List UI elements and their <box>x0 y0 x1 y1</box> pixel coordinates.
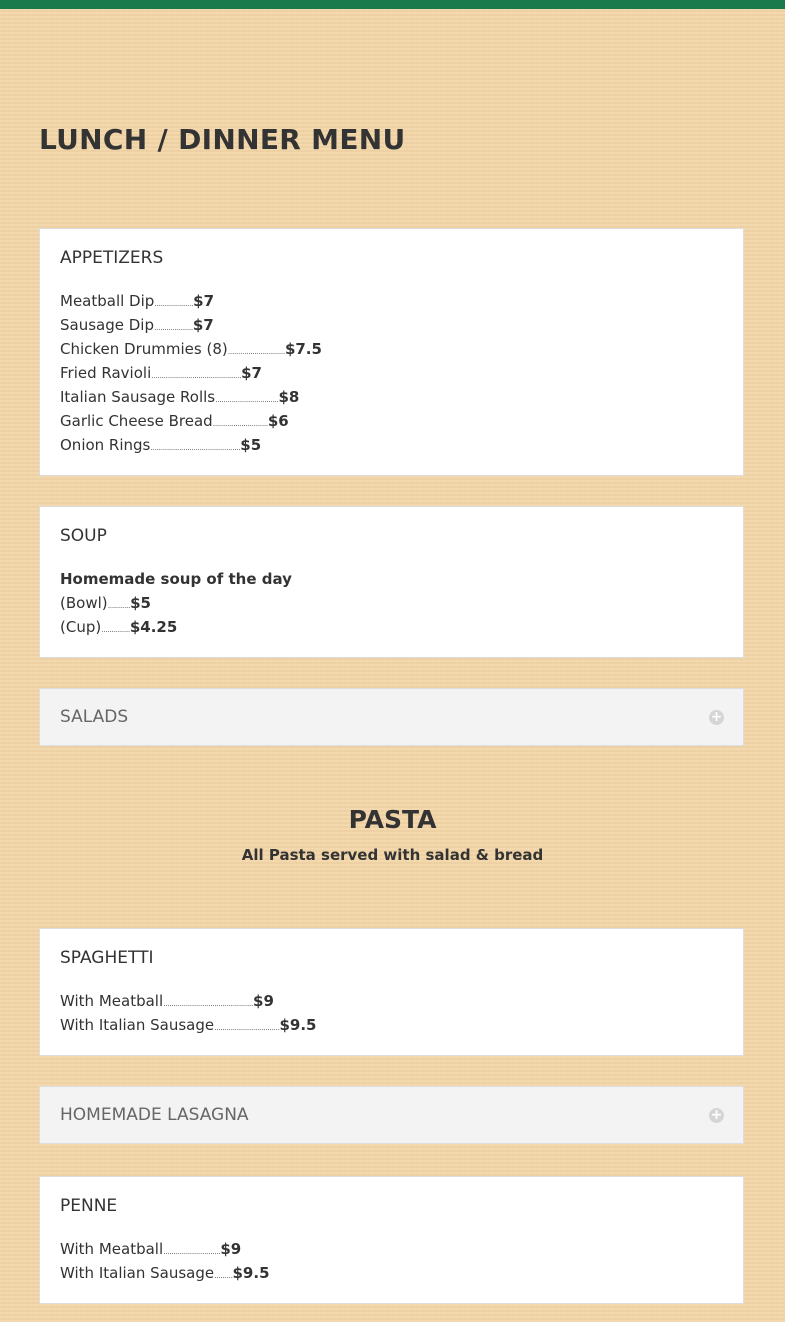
item-price: $7 <box>193 292 215 310</box>
item-price: $4.25 <box>129 618 178 636</box>
menu-item <box>60 591 723 615</box>
leader-dots: ................................ <box>214 1023 280 1032</box>
leader-dots: ............................ <box>227 347 285 356</box>
item-price: $7 <box>192 316 214 334</box>
item-price: $9 <box>220 1240 242 1258</box>
menu-item <box>60 615 723 639</box>
item-price: $7.5 <box>284 340 322 358</box>
menu-item <box>60 1013 723 1037</box>
leader-dots: ............................................ <box>163 999 254 1008</box>
item-price: $6 <box>267 412 289 430</box>
menu-item <box>60 409 723 433</box>
item-price: $5 <box>240 436 262 454</box>
item-name: (Cup) <box>60 618 102 636</box>
item-name: Chicken Drummies (8) <box>60 340 228 358</box>
lasagna-toggle[interactable] <box>39 1086 744 1144</box>
leader-dots: ................... <box>153 323 193 332</box>
menu-item <box>60 385 723 409</box>
penne-title: PENNE <box>60 1196 118 1216</box>
plus-circle-icon: + <box>710 709 723 725</box>
leader-dots: ................... <box>154 299 194 308</box>
spaghetti-panel <box>39 928 744 1056</box>
item-name: Sausage Dip <box>60 316 154 334</box>
item-price: $9.5 <box>232 1264 270 1282</box>
spaghetti-title: SPAGHETTI <box>60 948 154 968</box>
soup-title: SOUP <box>60 526 107 546</box>
penne-panel <box>39 1176 744 1304</box>
item-name: Garlic Cheese Bread <box>60 412 213 430</box>
item-name: With Meatball <box>60 992 164 1010</box>
item-price: $5 <box>130 594 151 612</box>
item-price: $7 <box>241 364 262 382</box>
item-name: Meatball Dip <box>60 292 155 310</box>
item-name: Fried Ravioli <box>60 364 152 382</box>
soup-heading: Homemade soup of the day <box>60 570 292 588</box>
menu-item <box>60 361 723 385</box>
leader-dots: ............................... <box>215 395 279 404</box>
menu-item <box>60 433 723 457</box>
item-price: $9 <box>253 992 274 1010</box>
item-name: With Italian Sausage <box>60 1264 215 1282</box>
lasagna-title: HOMEMADE LASAGNA <box>60 1105 249 1125</box>
leader-dots: ........................... <box>212 419 268 428</box>
menu-item <box>60 989 723 1013</box>
item-name: Onion Rings <box>60 436 151 454</box>
pasta-section-title: PASTA <box>348 805 437 834</box>
item-price: $8 <box>278 388 300 406</box>
appetizers-panel <box>39 228 744 476</box>
item-name: With Italian Sausage <box>60 1016 215 1034</box>
item-price: $9.5 <box>279 1016 317 1034</box>
item-name: (Bowl) <box>60 594 108 612</box>
item-name: With Meatball <box>60 1240 164 1258</box>
leader-dots: ........... <box>107 601 131 610</box>
page-title: LUNCH / DINNER MENU <box>39 123 406 156</box>
leader-dots: .............. <box>101 625 130 634</box>
menu-item <box>60 1261 723 1285</box>
plus-circle-icon: + <box>710 1107 723 1123</box>
pasta-section-subtitle: All Pasta served with salad & bread <box>241 846 544 864</box>
soup-panel <box>39 506 744 658</box>
menu-item <box>60 289 723 313</box>
top-accent-bar <box>0 0 785 9</box>
menu-item <box>60 337 723 361</box>
appetizers-title: APPETIZERS <box>60 248 164 268</box>
leader-dots: ............................................ <box>150 443 241 452</box>
salads-toggle[interactable] <box>39 688 744 746</box>
leader-dots: ............................ <box>163 1247 221 1256</box>
leader-dots: ......... <box>214 1271 233 1280</box>
salads-title: SALADS <box>60 707 129 727</box>
menu-item <box>60 313 723 337</box>
leader-dots: ............................................ <box>151 371 242 380</box>
item-name: Italian Sausage Rolls <box>60 388 216 406</box>
menu-item <box>60 1237 723 1261</box>
